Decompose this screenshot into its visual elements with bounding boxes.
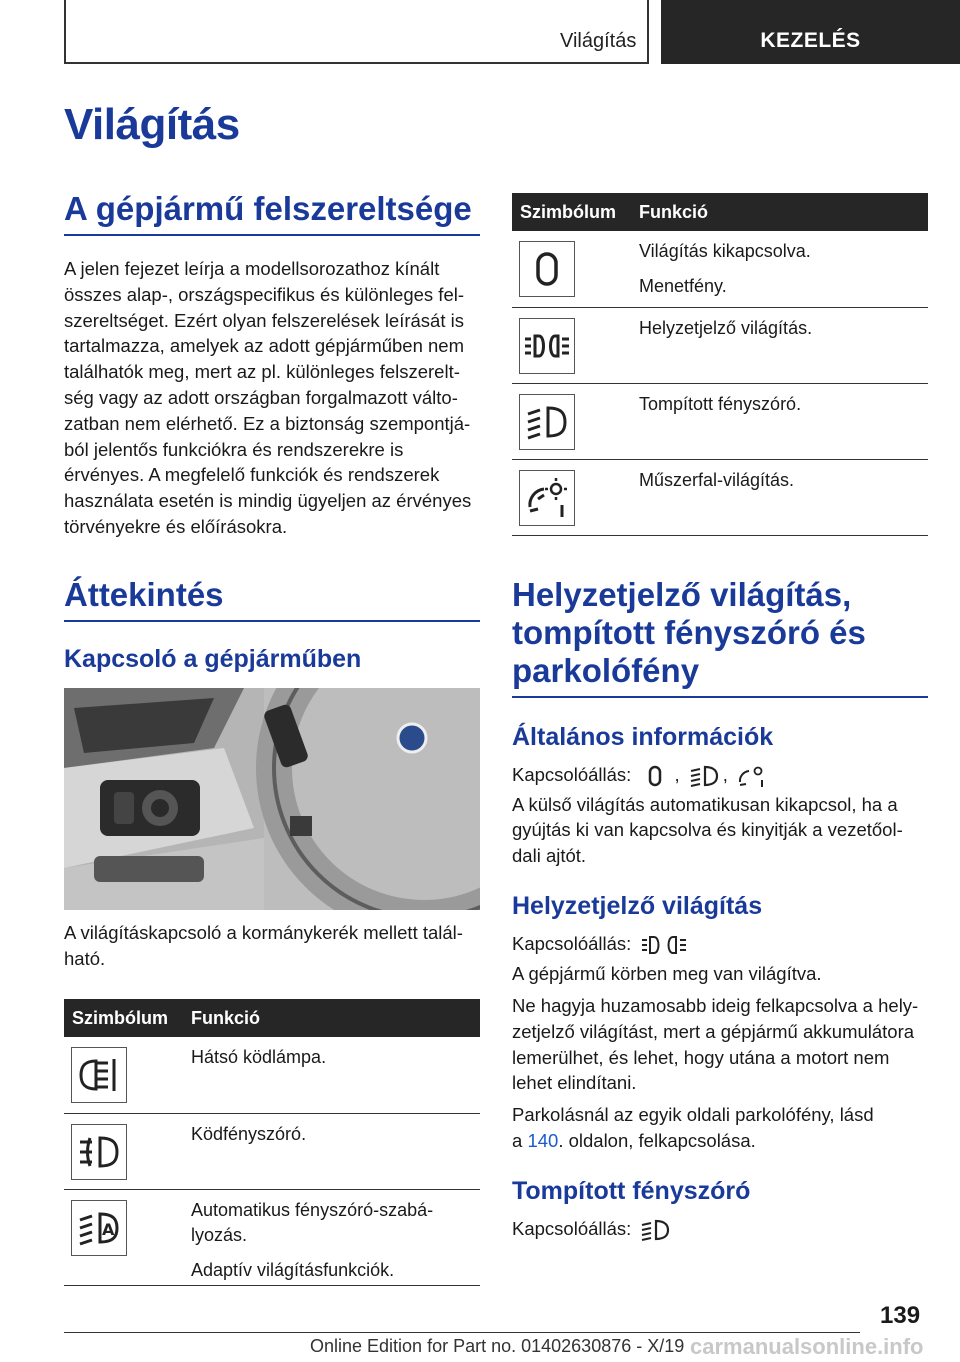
auto-headlight-icon bbox=[71, 1200, 127, 1256]
general-switch-line: Kapcsolóállás: , , bbox=[512, 762, 928, 788]
table-row bbox=[64, 1189, 480, 1285]
light-switch-photo bbox=[64, 688, 480, 910]
switch-position-label: Kapcsolóállás: bbox=[512, 933, 632, 954]
table-row bbox=[512, 459, 928, 535]
header-rule-left bbox=[64, 0, 66, 64]
table-row bbox=[512, 307, 928, 383]
parking-light-icon bbox=[519, 318, 575, 374]
header-section-title: Világítás bbox=[560, 30, 637, 52]
low-beam-icon bbox=[640, 1218, 670, 1242]
instrument-lighting-icon bbox=[737, 764, 767, 788]
zero-position-icon bbox=[519, 241, 575, 297]
parking-text-3c: . oldalon, felkapcsolása. bbox=[558, 1129, 756, 1151]
overview-heading: Áttekintés bbox=[64, 576, 480, 622]
parking-text-3a: Parkolásnál az egyik oldali parkolófény, lásd bbox=[512, 1104, 874, 1126]
rear-fog-lamp-icon bbox=[71, 1047, 127, 1103]
footer-rule bbox=[64, 1332, 860, 1333]
watermark: carmanualsonline.info bbox=[690, 1334, 924, 1359]
col-function-header: Funkció bbox=[183, 999, 480, 1037]
parking-text-3b: a bbox=[512, 1129, 523, 1151]
general-info-text: A külső világítás automatikusan kikapcsol, ha a gyújtás ki van kapcsolva és kinyitják a vezetőol-dali ajtót. bbox=[512, 793, 903, 867]
table-row bbox=[512, 383, 928, 459]
equipment-text: A jelen fejezet leírja a modellsorozathoz kínált összes alap-, országspecifikus és különleges fel-szereltséget. Ezért olyan felszerelések leírását is tartalmazza, amelyek az adott gépjárműben nem találhatók meg, mert az pl. különleges felszerelt-ség vagy az adott országban forgalmazott válto-zatban nem elérhető. Ez a biztonság szempontjá-ból jelentős funkciókra és rendszerekre is érvényes. A megfelelő funkciók és rendszerek használata esetén is mindig ügyeljen az érvényes törvényekre és előírásokra. bbox=[64, 258, 472, 537]
function-text: Műszerfal-világítás. bbox=[639, 469, 795, 490]
header-rule-right bbox=[647, 0, 649, 64]
parking-light-heading: Helyzetjelző világítás bbox=[512, 892, 763, 920]
low-beam-icon bbox=[519, 394, 575, 450]
zero-position-icon bbox=[640, 764, 670, 788]
edition-footer: Online Edition for Part no. 01402630876 - X/19 bbox=[310, 1336, 685, 1356]
symbol-table-left bbox=[64, 999, 480, 1286]
table-row bbox=[64, 1113, 480, 1189]
page-number: 139 bbox=[880, 1302, 921, 1329]
header-chapter-label: KEZELÉS bbox=[760, 29, 861, 52]
switch-heading: Kapcsoló a gépjárműben bbox=[64, 644, 362, 673]
header-rule-bottom bbox=[64, 62, 649, 64]
parking-light-icon bbox=[640, 933, 690, 957]
switch-position-label: Kapcsolóállás: bbox=[512, 763, 632, 785]
equipment-heading: A gépjármű felszereltsége bbox=[64, 190, 480, 236]
general-info-heading: Általános információk bbox=[512, 722, 774, 751]
right-column bbox=[512, 193, 928, 1242]
col-symbol-header: Szimbólum bbox=[512, 193, 631, 231]
function-text: Automatikus fényszóró-szabá-lyozás. bbox=[191, 1199, 434, 1245]
photo-caption: A világításkapcsoló a kormánykerék mellett talál-ható. bbox=[64, 921, 463, 969]
instrument-lighting-icon bbox=[519, 470, 575, 526]
low-beam-icon bbox=[689, 764, 719, 788]
table-row bbox=[64, 1037, 480, 1113]
parking-text-3 bbox=[512, 1102, 928, 1154]
function-text: Helyzetjelző világítás. bbox=[639, 317, 813, 338]
function-text: Menetfény. bbox=[639, 276, 727, 296]
low-beam-switch-line bbox=[512, 1216, 928, 1242]
function-text: Adaptív világításfunkciók. bbox=[191, 1259, 395, 1280]
function-text: Tompított fényszóró. bbox=[639, 393, 802, 414]
parking-switch-line bbox=[512, 931, 928, 957]
dashboard-illustration bbox=[64, 688, 480, 910]
function-text: Ködfényszóró. bbox=[191, 1123, 307, 1144]
parking-text-1: A gépjármű körben meg van világítva. bbox=[512, 963, 822, 985]
symbol-table-right bbox=[512, 193, 928, 536]
main-heading: Helyzetjelző világítás, tompított fényszóró és parkolófény bbox=[512, 576, 928, 698]
page-link-140[interactable]: 140 bbox=[527, 1129, 559, 1151]
svg-text:A: A bbox=[102, 1219, 115, 1239]
table-row bbox=[512, 231, 928, 307]
function-text: Hátsó ködlámpa. bbox=[191, 1047, 327, 1068]
parking-text-2: Ne hagyja huzamosabb ideig felkapcsolva a hely-zetjelző világítást, mert a gépjármű akkumulátora lemerülhet, és lehet, hogy utána a motort nem lehet elindítani. bbox=[512, 994, 919, 1094]
function-text: Világítás kikapcsolva. bbox=[639, 241, 811, 261]
header-chapter-tab bbox=[661, 0, 960, 64]
front-fog-lamp-icon bbox=[71, 1124, 127, 1180]
col-function-header: Funkció bbox=[631, 193, 928, 231]
col-symbol-header: Szimbólum bbox=[64, 999, 183, 1037]
low-beam-heading: Tompított fényszóró bbox=[512, 1176, 751, 1205]
switch-position-label: Kapcsolóállás: bbox=[512, 1217, 632, 1239]
left-column bbox=[64, 190, 480, 1286]
page-title: Világítás bbox=[64, 100, 240, 149]
